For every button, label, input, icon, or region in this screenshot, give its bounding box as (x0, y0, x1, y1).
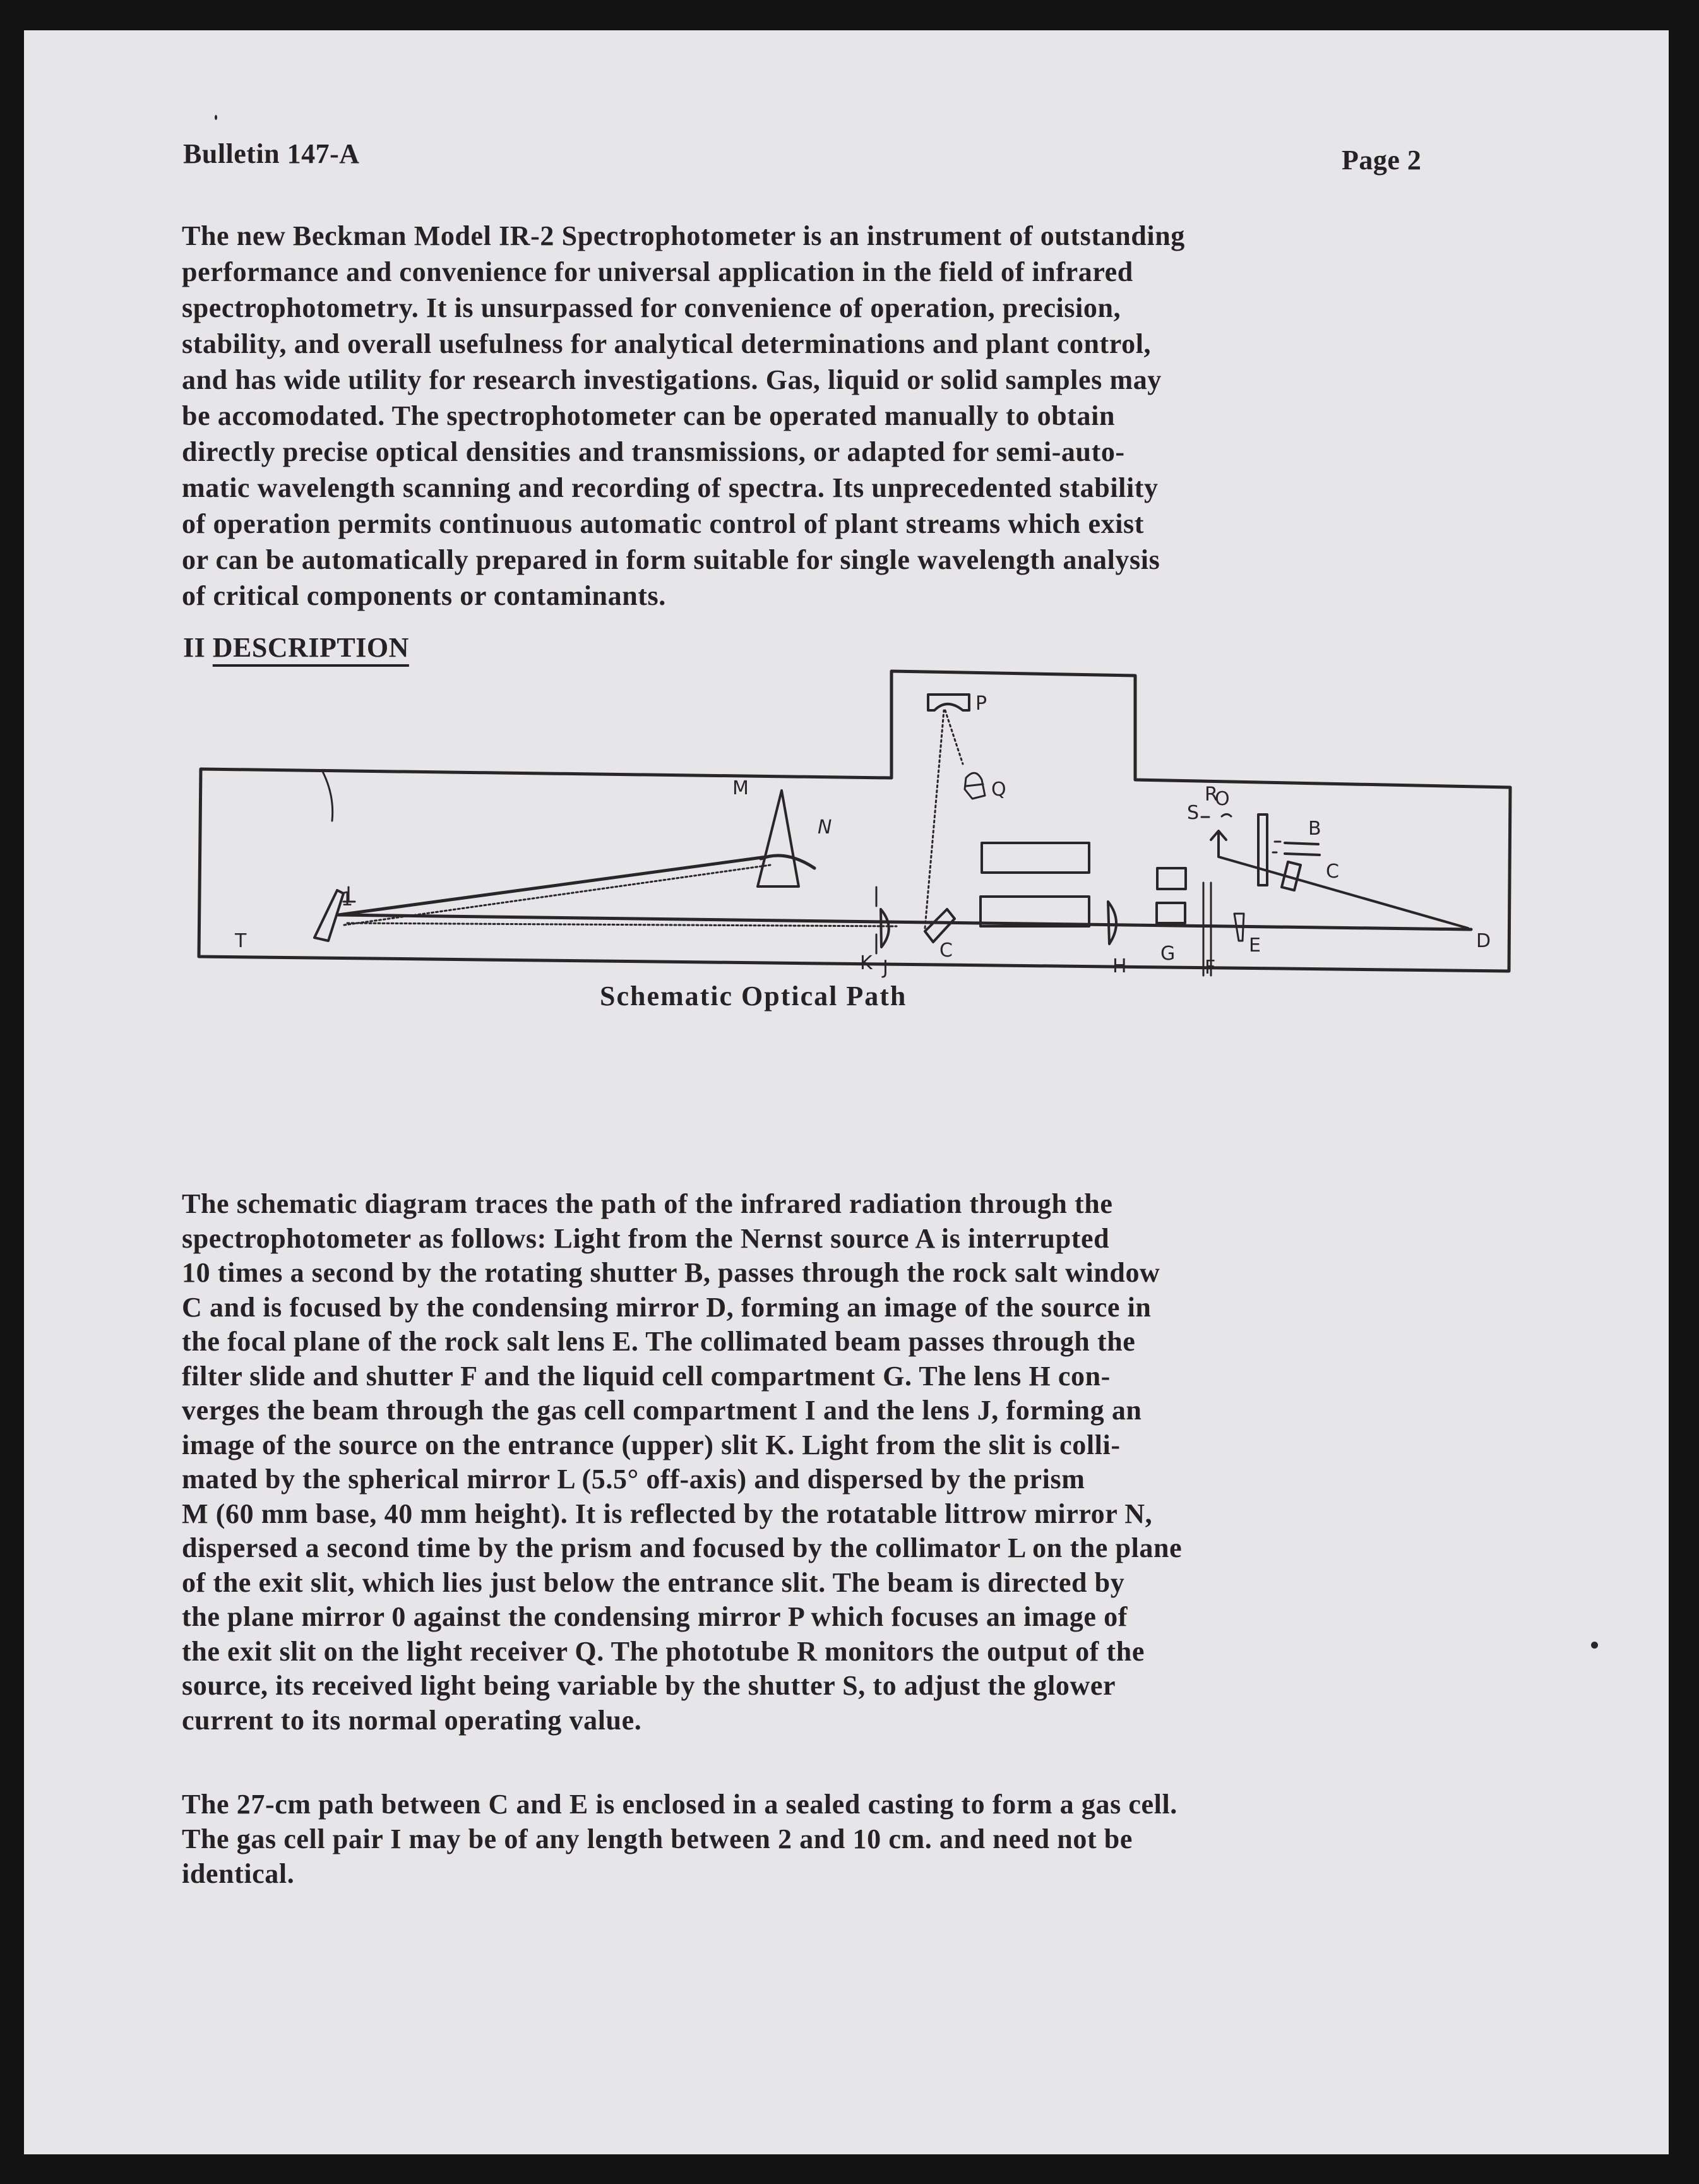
paragraph-line: filter slide and shutter F and the liquid cell compartment G. The lens H con- (182, 1360, 1111, 1392)
label-S: S (1187, 802, 1200, 824)
section-number: II (183, 632, 206, 663)
section-heading (183, 631, 409, 664)
label-R: R (1205, 784, 1218, 806)
label-D: D (1476, 930, 1491, 952)
intro-paragraph (182, 218, 1185, 614)
paragraph-line: the exit slit on the light receiver Q. The phototube R monitors the output of the (182, 1635, 1145, 1667)
paragraph-line: dispersed a second time by the prism and focused by the collimator L on the plane (182, 1532, 1183, 1563)
gas-cell-paragraph (182, 1787, 1177, 1891)
section-title: DESCRIPTION (212, 632, 409, 663)
paragraph-line: C and is focused by the condensing mirror D, forming an image of the source in (182, 1291, 1152, 1323)
page-number: Page 2 (1342, 145, 1422, 176)
description-paragraph (182, 1187, 1182, 1738)
label-N: N (818, 816, 832, 838)
label-C-upper: C (1326, 861, 1339, 883)
scan-speck (1591, 1642, 1598, 1649)
paragraph-line: stability, and overall usefulness for analytical determinations and plant control, (182, 328, 1152, 359)
paragraph-line: verges the beam through the gas cell compartment I and the lens J, forming an (182, 1395, 1142, 1426)
label-L: 1 (341, 888, 354, 910)
paragraph-line: mated by the spherical mirror L (5.5° off-axis) and dispersed by the prism (182, 1464, 1085, 1495)
paragraph-line: or can be automatically prepared in form suitable for single wavelength analysis (182, 544, 1160, 575)
label-J: J (883, 957, 888, 979)
label-K: K (860, 952, 873, 974)
paragraph-line: 10 times a second by the rotating shutter B, passes through the rock salt window (182, 1257, 1160, 1288)
paragraph-line: the plane mirror 0 against the condensing mirror P which focuses an image of (182, 1601, 1128, 1632)
paragraph-line: matic wavelength scanning and recording of spectra. Its unprecedented stability (182, 472, 1159, 503)
paragraph-line: The schematic diagram traces the path of the infrared radiation through the (182, 1188, 1113, 1219)
paragraph-line: and has wide utility for research investigations. Gas, liquid or solid samples may (182, 364, 1162, 395)
paragraph-line: of the exit slit, which lies just below the entrance slit. The beam is directed by (182, 1566, 1125, 1598)
paragraph-line: current to its normal operating value. (182, 1704, 642, 1736)
paragraph-line: identical. (182, 1858, 295, 1889)
label-F: F (1205, 957, 1216, 979)
label-M: M (732, 777, 749, 799)
label-Q: Q (991, 779, 1006, 801)
label-P: P (975, 693, 987, 715)
bulletin-number: Bulletin 147-A (183, 138, 360, 169)
paragraph-line: spectrophotometry. It is unsurpassed for convenience of operation, precision, (182, 292, 1121, 323)
paragraph-line: M (60 mm base, 40 mm height). It is reflected by the rotatable littrow mirror N, (182, 1498, 1153, 1529)
paragraph-line: the focal plane of the rock salt lens E. The collimated beam passes through the (182, 1326, 1136, 1357)
label-G: G (1160, 943, 1176, 965)
paragraph-line: spectrophotometer as follows: Light from the Nernst source A is interrupted (182, 1222, 1110, 1254)
paragraph-line: image of the source on the entrance (upper) slit K. Light from the slit is colli- (182, 1429, 1121, 1460)
label-C-window: C (939, 940, 953, 962)
diagram-caption: Schematic Optical Path (600, 981, 907, 1011)
paragraph-line: be accomodated. The spectrophotometer can be operated manually to obtain (182, 400, 1116, 431)
paragraph-line: The 27-cm path between C and E is enclosed in a sealed casting to form a gas cell. (182, 1789, 1177, 1820)
paragraph-line: source, its received light being variable by the shutter S, to adjust the glower (182, 1670, 1116, 1701)
label-T: T (235, 930, 247, 952)
paragraph-line: of critical components or contaminants. (182, 580, 666, 611)
label-B: B (1308, 818, 1321, 840)
paragraph-line: of operation permits continuous automatic control of plant streams which exist (182, 508, 1145, 539)
paragraph-line: The gas cell pair I may be of any length between 2 and 10 cm. and need not be (182, 1823, 1133, 1854)
paragraph-line: performance and convenience for universal application in the field of infrared (182, 256, 1133, 287)
label-O: O (1215, 788, 1230, 810)
scan-speck (215, 115, 217, 120)
paragraph-line: directly precise optical densities and transmissions, or adapted for semi-auto- (182, 436, 1125, 467)
label-E: E (1249, 934, 1261, 957)
label-H: H (1112, 955, 1127, 977)
paragraph-line: The new Beckman Model IR-2 Spectrophotometer is an instrument of outstanding (182, 220, 1185, 251)
